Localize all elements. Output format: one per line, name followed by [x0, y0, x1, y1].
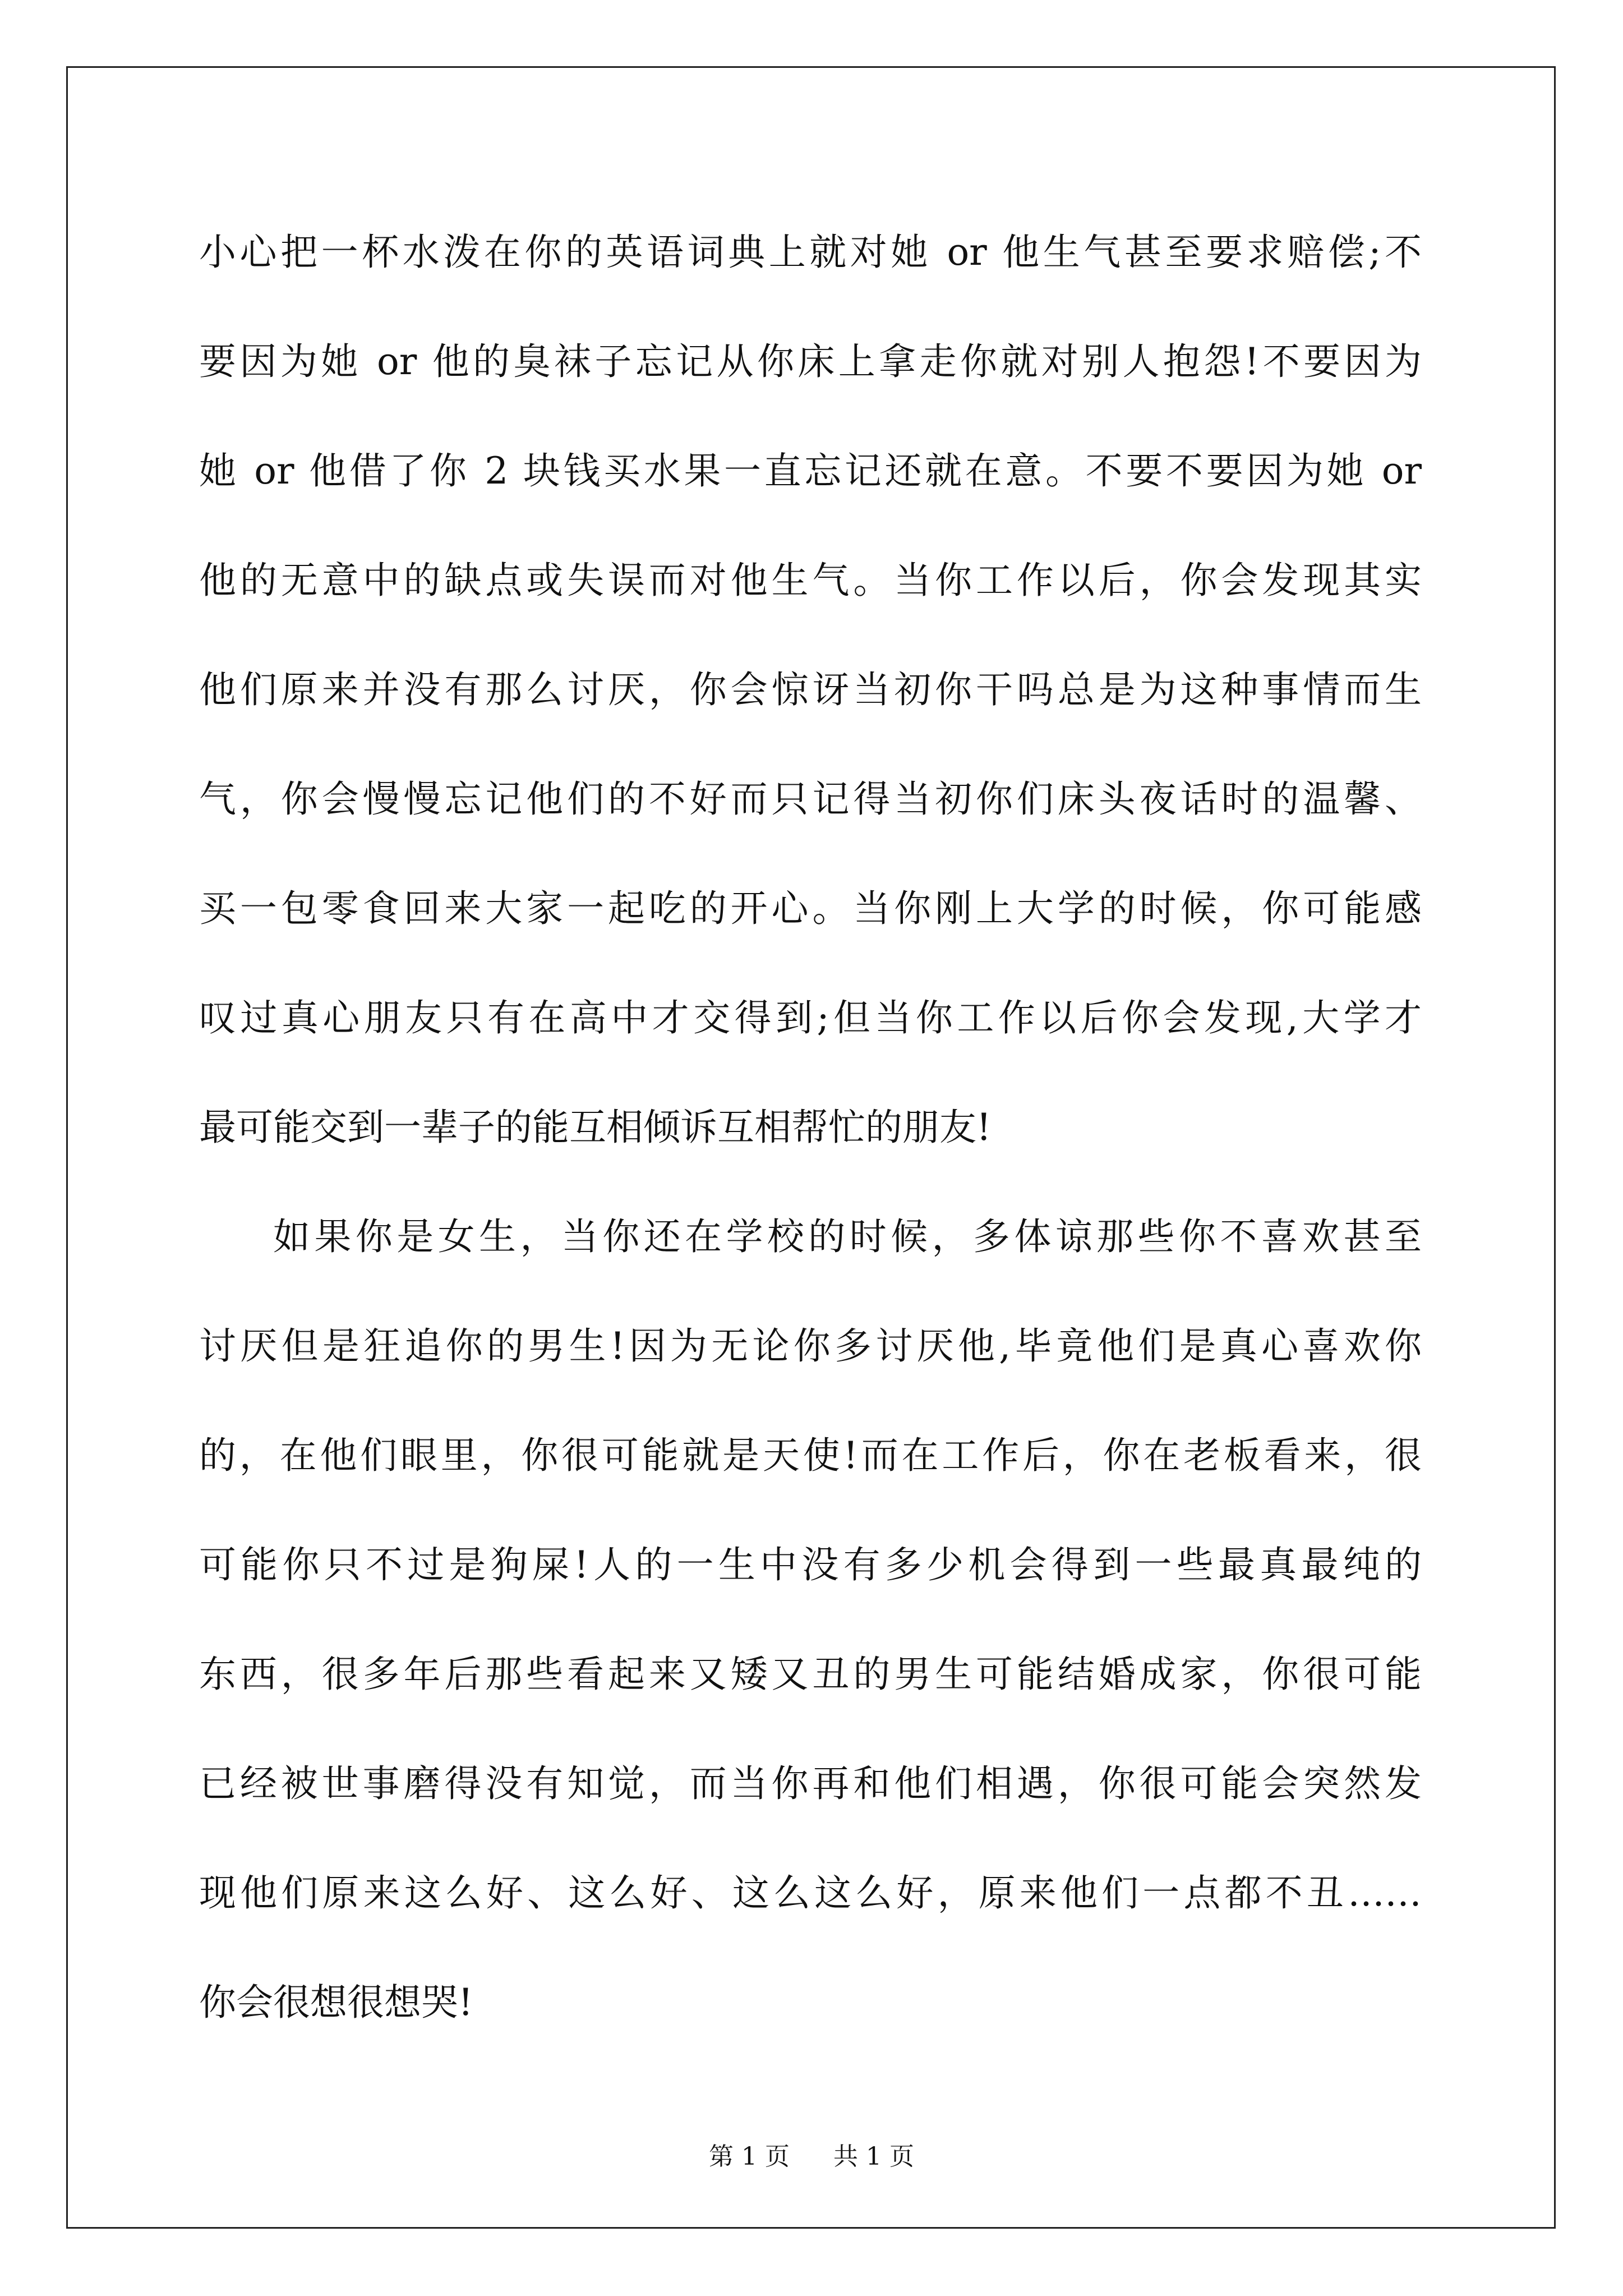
text-line: 买一包零食回来大家一起吃的开心。当你刚上大学的时候，你可能感: [199, 887, 1422, 930]
text-line: 最可能交到一辈子的能互相倾诉互相帮忙的朋友!: [199, 1106, 992, 1149]
text-line: 他们原来并没有那么讨厌，你会惊讶当初你干吗总是为这种事情而生: [199, 668, 1422, 711]
paragraph-2: [199, 1206, 1422, 2081]
document-body: [199, 222, 1422, 2081]
text-line: 气，你会慢慢忘记他们的不好而只记得当初你们床头夜话时的温馨、: [199, 777, 1422, 821]
text-line: 如果你是女生，当你还在学校的时候，多体谅那些你不喜欢甚至: [273, 1215, 1422, 1258]
text-line: 叹过真心朋友只有在高中才交得到;但当你工作以后你会发现,大学才: [199, 996, 1422, 1039]
text-line: 东西，很多年后那些看起来又矮又丑的男生可能结婚成家，你很可能: [199, 1653, 1422, 1696]
text-line: 现他们原来这么好、这么好、这么这么好，原来他们一点都不丑……: [199, 1871, 1422, 1915]
paragraph-1: [199, 222, 1422, 1206]
page-footer: [0, 2140, 1623, 2174]
text-line: 他的无意中的缺点或失误而对他生气。当你工作以后，你会发现其实: [199, 559, 1422, 602]
text-line: 的，在他们眼里，你很可能就是天使!而在工作后，你在老板看来，很: [199, 1434, 1422, 1477]
page-number: 第 1 页: [709, 2142, 790, 2171]
text-line: 她 or 他借了你 2 块钱买水果一直忘记还就在意。不要不要因为她 or: [199, 449, 1422, 493]
text-line: 小心把一杯水泼在你的英语词典上就对她 or 他生气甚至要求赔偿;不: [199, 231, 1422, 274]
page-total: 共 1 页: [833, 2142, 914, 2171]
text-line: 你会很想很想哭!: [199, 1981, 473, 2024]
text-line: 已经被世事磨得没有知觉，而当你再和他们相遇，你很可能会突然发: [199, 1762, 1422, 1805]
text-line: 讨厌但是狂追你的男生!因为无论你多讨厌他,毕竟他们是真心喜欢你: [199, 1324, 1422, 1368]
text-line: 要因为她 or 他的臭袜子忘记从你床上拿走你就对别人抱怨!不要因为: [199, 340, 1422, 383]
text-line: 可能你只不过是狗屎!人的一生中没有多少机会得到一些最真最纯的: [199, 1543, 1422, 1586]
